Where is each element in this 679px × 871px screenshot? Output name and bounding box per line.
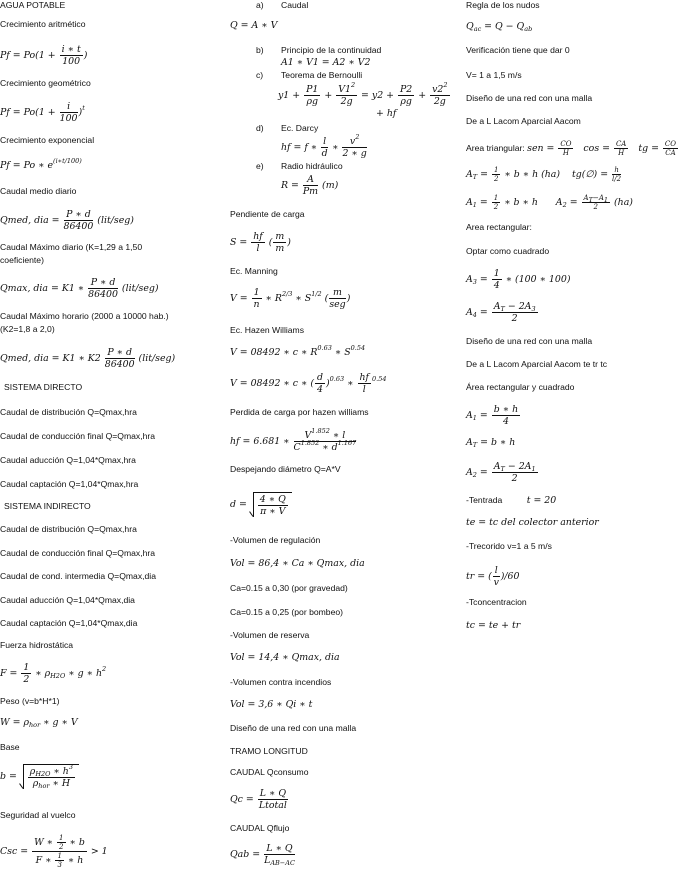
label-fuerza-hidrostatica: Fuerza hidrostática — [0, 640, 74, 650]
label-columnas-tabla: De a L Lacom Aparcial Aacom — [466, 116, 581, 126]
formula-bernoulli-hf: + hf — [376, 108, 397, 119]
label-pendiente-carga: Pendiente de carga — [230, 209, 305, 219]
label-peso: Peso (v=b*H*1) — [0, 696, 60, 706]
formula-perdida-carga: hf = 6.681 ∗ $\frac{V^{1.852} ∗ l}{C^{1.852} ∗ d^{1.167}}$ — [230, 427, 357, 453]
formula-caudal-max-diario: Qmax, dia = K1 ∗ $\frac{P ∗ d}{86400}$ (lit/seg) — [0, 277, 159, 300]
si-line-5: Caudal captación Q=1,04*Qmax,dia — [0, 618, 138, 628]
sd-line-2: Caudal de conducción final Q=Qmax,hra — [0, 431, 156, 441]
label-seguridad-vuelco: Seguridad al vuelco — [0, 810, 76, 820]
item-b-label: Principio de la continuidad — [281, 45, 382, 55]
formula-continuidad: A1 ∗ V1 = A2 ∗ V2 — [281, 57, 371, 68]
formula-darcy: hf = f ∗ $\frac{l}{d}$ ∗ $\frac{v^2}{2 ∗ g}$ — [281, 133, 367, 159]
label-tconcentracion: -Tconcentracion — [466, 597, 527, 607]
sd-line-1: Caudal de distribución Q=Qmax,hra — [0, 407, 137, 417]
item-a-letter: a) — [256, 0, 264, 10]
formula-area-triangular: $A_T$ = $\frac{1}{2}$ ∗ b ∗ h (ha) tg(∅) = $\frac{h}{l/2}$ — [466, 166, 622, 183]
item-a-label: Caudal — [281, 0, 309, 10]
label-crecimiento-aritmetico: Crecimiento aritmético — [0, 19, 86, 29]
area-triangular-row: Area triangular: sen = $\frac{CO}{H}$ cos = $\frac{CA}{H}$ tg = $\frac{CO}{CA}$ — [466, 140, 677, 157]
formula-base: b = $\frac{\rho_{H2O} ∗ h^3}{\rho_{hor} ∗ H}$ — [0, 764, 222, 789]
formula-volumen-reserva: Vol = 14,4 ∗ Qmax, dia — [230, 652, 340, 663]
formula-a2-rect: $A_2$ = $\frac{A_T - 2A_1}{2}$ — [466, 461, 536, 484]
item-d-label: Ec. Darcy — [281, 123, 319, 133]
label-despejando: Despejando diámetro Q=A*V — [230, 464, 341, 474]
label-caudal-max-diario: Caudal Máximo diario (K=1,29 a 1,50 — [0, 242, 143, 252]
formula-areas-a1-a2: $A_1$ = $\frac{1}{2}$ ∗ b ∗ h $A_2$ = $\frac{A_T-A_1}{2}$ (ha) — [466, 194, 633, 211]
formula-bernoulli: y1 + $\frac{P1}{\rho g}$ + $\frac{V1^2}{2g}$ = y2 + $\frac{P2}{\rho g}$ + $\frac{v2^2}{2g}$ — [278, 81, 448, 107]
sd-line-3: Caudal aducción Q=1,04*Qmax,hra — [0, 455, 136, 465]
label-caudal-qconsumo: CAUDAL Qconsumo — [230, 767, 309, 777]
label-area-rectangular: Area rectangular: — [466, 222, 532, 232]
doc-title: AGUA POTABLE — [0, 0, 66, 10]
formula-radio-hidraulico: R = $\frac{A}{Pm}$ (m) — [281, 174, 339, 197]
formula-seguridad-vuelco: Csc = W ∗ $\frac{1}{2}$ ∗ b F ∗ $\frac{1}{3}$ ∗ h > 1 — [0, 834, 108, 869]
label-caudal-medio: Caudal medio diario — [0, 186, 77, 196]
label-area-rect-cuadrado: Área rectangular y cuadrado — [466, 382, 575, 392]
label-verificacion: Verificación tiene que dar 0 — [466, 45, 570, 55]
formula-hazen-2: V = 08492 ∗ c ∗ ( $\frac{d}{4}$ )$^{0.63}$ ∗ $\frac{hf}{l}$ $^{0.54}$ — [230, 372, 387, 395]
label-tentrada: -Tentrada — [466, 495, 503, 505]
label-volumen-reserva: -Volumen de reserva — [230, 630, 310, 640]
item-d-letter: d) — [256, 123, 264, 133]
label-volumen-regulacion: -Volumen de regulación — [230, 535, 321, 545]
item-e-letter: e) — [256, 161, 264, 171]
label-crecimiento-geometrico: Crecimiento geométrico — [0, 78, 91, 88]
label-perdida-carga: Perdida de carga por hazen williams — [230, 407, 369, 417]
formula-caudal: Q = A ∗ V — [230, 20, 278, 31]
formula-crecimiento-geometrico: Pf = Po(1 + $\frac{i}{100}$ )$^t$ — [0, 101, 85, 124]
label-trecorido: -Trecorido v=1 a 5 m/s — [466, 541, 552, 551]
ca-gravedad: Ca=0.15 a 0,30 (por gravedad) — [230, 583, 348, 593]
formula-tr: tr = ( $\frac{l}{v}$ )/60 — [466, 565, 520, 588]
formula-manning: V = $\frac{1}{n}$ ∗ $R^{2/3}$ ∗ $S^{1/2}$ ( $\frac{m}{\text{seg}}$ ) — [230, 287, 351, 310]
formula-volumen-regulacion: Vol = 86,4 ∗ Ca ∗ Qmax, dia — [230, 558, 365, 569]
formula-diametro: d = $\frac{4 ∗ Q}{\pi ∗ V}$ — [230, 492, 454, 517]
item-c-letter: c) — [256, 70, 264, 80]
formula-qconsumo: Qc = $\frac{L ∗ Q}{\text{Ltotal}}$ — [230, 788, 287, 811]
tentrada-row: -Tentrada t = 20 — [466, 495, 557, 506]
item-e-label: Radio hidráulico — [281, 161, 343, 171]
label-diseno-red: Diseño de una red con una malla — [230, 723, 357, 733]
label-optar-cuadrado: Optar como cuadrado — [466, 246, 550, 256]
formula-fuerza-hidrostatica: F = $\frac{1}{2}$ ∗ $\rho_{H2O}$ ∗ g ∗ $h^2$ — [0, 662, 107, 685]
formula-caudal-medio: Qmed, dia = $\frac{P ∗ d}{86400}$ (lit/seg) — [0, 209, 134, 232]
label-columnas-tabla-2: De a L Lacom Aparcial Aacom te tr tc — [466, 359, 608, 369]
formula-crecimiento-aritmetico: Pf = Po(1 + $\frac{i ∗ t}{100}$ ) — [0, 44, 88, 67]
formula-volumen-incendios: Vol = 3,6 ∗ Qi ∗ t — [230, 699, 313, 710]
heading-sistema-directo: SISTEMA DIRECTO — [4, 382, 83, 392]
item-c-label: Teorema de Bernoulli — [281, 70, 363, 80]
heading-sistema-indirecto: SISTEMA INDIRECTO — [4, 501, 91, 511]
formula-regla-nudos: $Q_{ac} = Q - Q_{ab}$ — [466, 21, 533, 33]
formula-peso: $W = \rho_{hor}$ ∗ g ∗ V — [0, 717, 78, 729]
label-caudal-qflujo: CAUDAL Qflujo — [230, 823, 290, 833]
formula-crecimiento-exponencial: Pf = Po ∗ $e^{(i∗t/100)}$ — [0, 157, 82, 171]
formula-a4: $A_4$ = $\frac{A_T - 2A_3}{2}$ — [466, 301, 536, 324]
column-right — [466, 0, 677, 871]
label-base: Base — [0, 742, 20, 752]
si-line-4: Caudal aducción Q=1,04*Qmax,dia — [0, 595, 135, 605]
formula-hazen-1: V = 08492 ∗ c ∗ $R^{0.63}$ ∗ $S^{0.54}$ — [230, 344, 366, 358]
label-caudal-max-horario: Caudal Máximo horario (2000 a 10000 hab.) — [0, 311, 169, 321]
label-velocidad: V= 1 a 1,5 m/s — [466, 70, 522, 80]
label-diseno-red: Diseño de una red con una malla — [466, 93, 593, 103]
item-b-letter: b) — [256, 45, 264, 55]
column-middle — [230, 0, 454, 871]
label-hazen-williams: Ec. Hazen Williams — [230, 325, 305, 335]
formula-tc: tc = te + tr — [466, 620, 521, 631]
label-volumen-incendios: -Volumen contra incendios — [230, 677, 332, 687]
column-left — [0, 0, 222, 871]
formula-caudal-max-horario: Qmed, dia = K1 ∗ K2 $\frac{P ∗ d}{86400}$ (lit/seg) — [0, 347, 176, 370]
label-caudal-max-diario-2: coeficiente) — [0, 255, 44, 265]
label-tramo-longitud: TRAMO LONGITUD — [230, 746, 308, 756]
formula-a1-rect: $A_1$ = $\frac{b ∗ h}{4}$ — [466, 404, 519, 427]
sd-line-4: Caudal captación Q=1,04*Qmax,hra — [0, 479, 139, 489]
label-manning: Ec. Manning — [230, 266, 278, 276]
label-regla-nudos: Regla de los nudos — [466, 0, 540, 10]
label-caudal-max-horario-2: (K2=1,8 a 2,0) — [0, 324, 55, 334]
formula-at-rect: $A_T = b$ ∗ h — [466, 437, 516, 449]
formula-qflujo: Qab = $\frac{L ∗ Q}{L_{AB-AC}}$ — [230, 843, 295, 867]
si-line-3: Caudal de cond. intermedia Q=Qmax,dia — [0, 571, 156, 581]
formula-a3: $A_3$ = $\frac{1}{4}$ ∗ (100 ∗ 100) — [466, 268, 571, 291]
label-area-triangular: Area triangular: — [466, 143, 525, 153]
formula-te: te = tc del colector anterior — [466, 517, 599, 528]
ca-bombeo: Ca=0.15 a 0,25 (por bombeo) — [230, 607, 343, 617]
label-diseno-red-2: Diseño de una red con una malla — [466, 336, 593, 346]
formula-pendiente: S = $\frac{hf}{l}$ ( $\frac{m}{m}$ ) — [230, 231, 291, 254]
si-line-2: Caudal de conducción final Q=Qmax,hra — [0, 548, 156, 558]
si-line-1: Caudal de distribución Q=Qmax,hra — [0, 524, 137, 534]
label-crecimiento-exponencial: Crecimiento exponencial — [0, 135, 95, 145]
